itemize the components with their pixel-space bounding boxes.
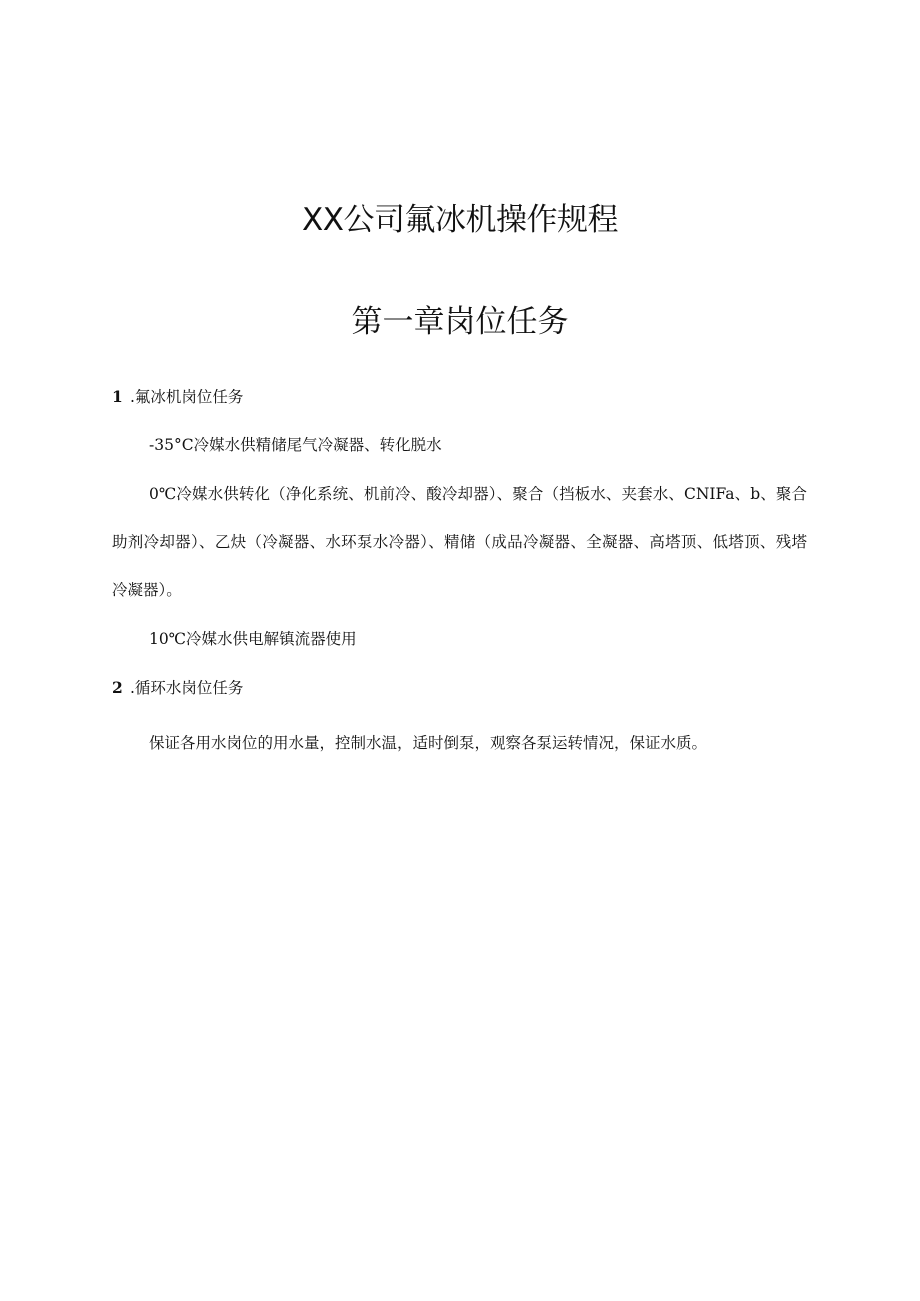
section-1-heading-text: .氟冰机岗位任务 xyxy=(130,388,244,406)
section-2-number: 2 xyxy=(112,678,123,697)
document-title: XX公司氟冰机操作规程 xyxy=(302,202,618,238)
section-1-paragraph-1: -35°C冷媒水供精储尾气冷凝器、转化脱水 xyxy=(149,436,442,454)
chapter-title: 第一章岗位任务 xyxy=(351,304,569,340)
section-2-heading-text: .循环水岗位任务 xyxy=(130,679,244,697)
section-2-paragraph-1: 保证各用水岗位的用水量，控制水温，适时倒泵，观察各泵运转情况，保证水质。 xyxy=(149,734,708,752)
section-1-paragraph-3: 10℃冷媒水供电解镇流器使用 xyxy=(149,630,357,648)
section-2-heading xyxy=(112,677,243,699)
section-1-number: 1 xyxy=(112,387,123,406)
section-1-paragraph-2: 0℃冷媒水供转化（净化系统、机前冷、酸冷却器）、聚合（挡板水、夹套水、CNIFa、b、聚合助剂冷却器）、乙炔（冷凝器、水环泵水冷器）、精储（成品冷凝器、全凝器、高塔顶、低塔顶、残塔冷凝器）。 xyxy=(112,485,807,599)
section-1-heading xyxy=(112,386,243,408)
